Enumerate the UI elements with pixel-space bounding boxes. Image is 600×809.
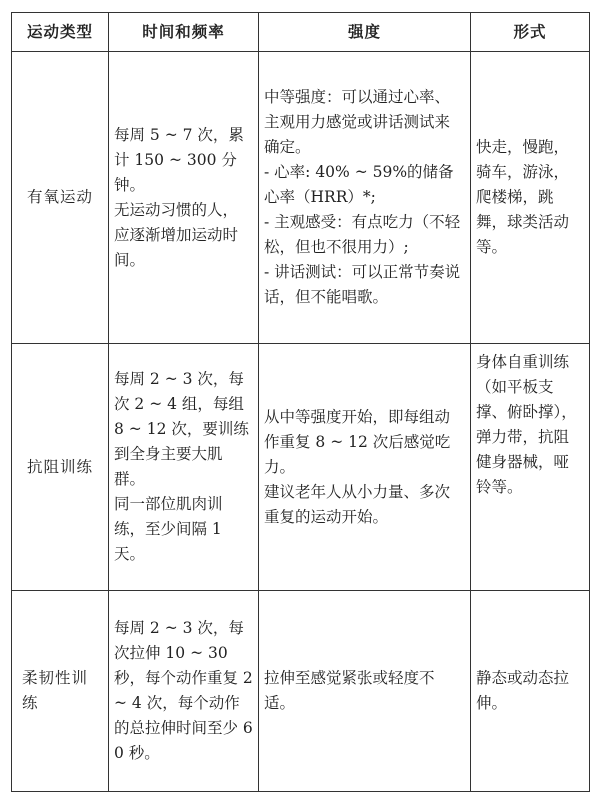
cell-type: 抗阻训练 bbox=[12, 344, 109, 591]
frequency-line: 每周 2 ~ 3 次，每次 2 ~ 4 组，每组 8 ~ 12 次，要训练到全身主要大肌群。 bbox=[114, 370, 249, 488]
cell-intensity bbox=[259, 52, 471, 344]
cell-type: 柔韧性训练 bbox=[12, 591, 109, 792]
header-time-frequency: 时间和频率 bbox=[109, 13, 259, 52]
cell-intensity bbox=[259, 591, 471, 792]
cell-type: 有氧运动 bbox=[12, 52, 109, 344]
exercise-table bbox=[11, 12, 590, 792]
table-row-resistance bbox=[12, 344, 590, 591]
frequency-line: 无运动习惯的人，应逐渐增加运动时间。 bbox=[114, 200, 239, 269]
intensity-line: 建议老年人从小力量、多次重复的运动开始。 bbox=[264, 482, 451, 526]
table-row-flexibility bbox=[12, 591, 590, 792]
form-line: 静态或动态拉伸。 bbox=[476, 669, 570, 712]
intensity-line: 中等强度：可以通过心率、主观用力感觉或讲话测试来确定。 bbox=[264, 88, 451, 156]
cell-form bbox=[471, 344, 590, 591]
table-row-aerobic bbox=[12, 52, 590, 344]
header-intensity: 强度 bbox=[259, 13, 471, 52]
cell-intensity bbox=[259, 344, 471, 591]
frequency-line: 同一部位肌肉训练，至少间隔 1 天。 bbox=[114, 495, 223, 563]
intensity-line: 拉伸至感觉紧张或轻度不适。 bbox=[264, 669, 435, 712]
form-line: 身体自重训练（如平板支撑、俯卧撑），弹力带，抗阻健身器械，哑铃等。 bbox=[476, 353, 577, 496]
cell-frequency bbox=[109, 344, 259, 591]
table-header-row bbox=[12, 13, 590, 52]
header-exercise-type: 运动类型 bbox=[12, 13, 109, 52]
cell-form bbox=[471, 52, 590, 344]
cell-frequency bbox=[109, 52, 259, 344]
header-form: 形式 bbox=[471, 13, 590, 52]
cell-form bbox=[471, 591, 590, 792]
intensity-line: 从中等强度开始，即每组动作重复 8 ~ 12 次后感觉吃力。 bbox=[264, 407, 451, 476]
cell-frequency bbox=[109, 591, 259, 792]
frequency-line: 每周 2 ~ 3 次，每次拉伸 10 ~ 30 秒，每个动作重复 2 ~ 4 次，每个动作的总拉伸时间至少 60 秒。 bbox=[114, 619, 253, 762]
intensity-line: - 主观感受：有点吃力（不轻松，但也不很用力）; bbox=[264, 213, 461, 256]
frequency-line: 每周 5 ~ 7 次，累计 150 ~ 300 分钟。 bbox=[114, 125, 244, 194]
form-line: 快走，慢跑，骑车，游泳，爬楼梯，跳舞，球类活动等。 bbox=[476, 138, 570, 256]
intensity-line: - 心率: 40% ~ 59%的储备心率（HRR）*; bbox=[264, 163, 454, 206]
intensity-line: - 讲话测试：可以正常节奏说话，但不能唱歌。 bbox=[264, 263, 461, 306]
